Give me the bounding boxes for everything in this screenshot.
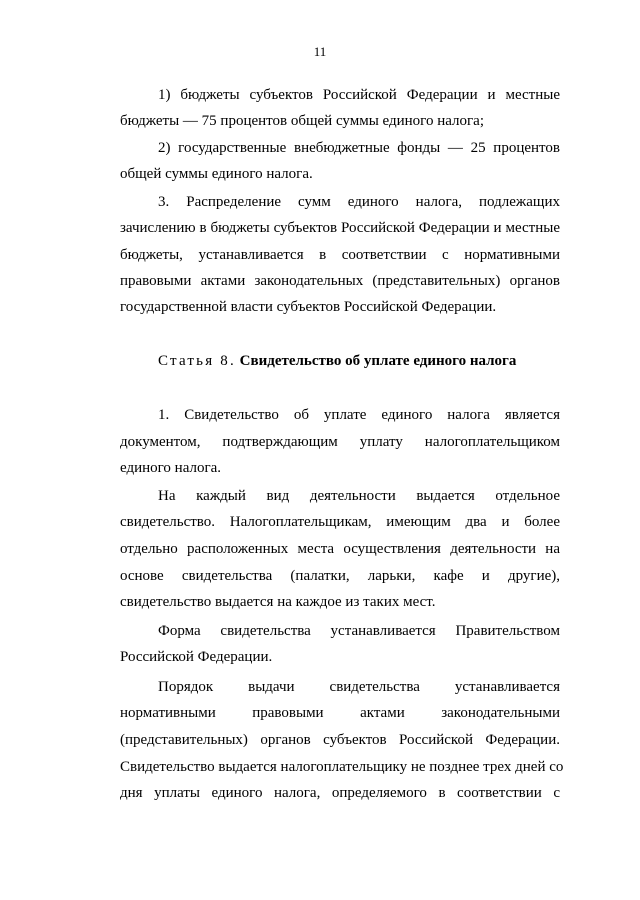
paragraph-line: Свидетельство выдается налогоплательщику не позднее трех дней со [120, 759, 564, 775]
paragraph-line: государственной власти субъектов Российской Федерации. [120, 299, 497, 315]
article-prefix: Статья 8. [158, 353, 236, 369]
paragraph-line: 1. Свидетельство об уплате единого налога является [158, 407, 560, 423]
paragraph-line: единого налога. [120, 460, 222, 476]
paragraph-line: дня уплаты единого налога, определяемого в соответствии с [120, 785, 560, 801]
paragraph-line: свидетельство выдается на каждое из таких мест. [120, 594, 436, 610]
paragraph-line: (представительных) органов субъектов Российской Федерации. [120, 732, 560, 748]
paragraph-line: документом, подтверждающим уплату налогоплательщиком [120, 434, 560, 450]
paragraph-line: свидетельство. Налогоплательщикам, имеющим два и более [120, 514, 560, 530]
article-title: Свидетельство об уплате единого налога [239, 353, 517, 369]
paragraph-line: 1) бюджеты субъектов Российской Федерации и местные [158, 87, 560, 103]
paragraph-line: 3. Распределение сумм единого налога, подлежащих [158, 194, 560, 210]
paragraph-line: Порядок выдачи свидетельства устанавливается [158, 679, 560, 695]
paragraph-line: отдельно расположенных места осуществления деятельности на [120, 541, 560, 557]
paragraph-line: правовыми актами законодательных (представительных) органов [120, 273, 560, 289]
page-number: 11 [313, 44, 327, 59]
article-heading [158, 351, 560, 371]
paragraph-line: основе свидетельства (палатки, ларьки, кафе и другие), [120, 568, 560, 584]
paragraph-line: Форма свидетельства устанавливается Правительством [158, 623, 560, 639]
paragraph-line: бюджеты — 75 процентов общей суммы единого налога; [120, 113, 484, 129]
paragraph-line: бюджеты, устанавливается в соответствии с нормативными [120, 247, 560, 263]
paragraph-line: нормативными правовыми актами законодательными [120, 705, 560, 721]
paragraph-line: зачислению в бюджеты субъектов Российской Федерации и местные [120, 220, 560, 236]
paragraph-line: 2) государственные внебюджетные фонды — 25 процентов [158, 140, 560, 156]
paragraph-line: Российской Федерации. [120, 649, 273, 665]
paragraph-line: На каждый вид деятельности выдается отдельное [158, 488, 560, 504]
paragraph-line: общей суммы единого налога. [120, 166, 313, 182]
